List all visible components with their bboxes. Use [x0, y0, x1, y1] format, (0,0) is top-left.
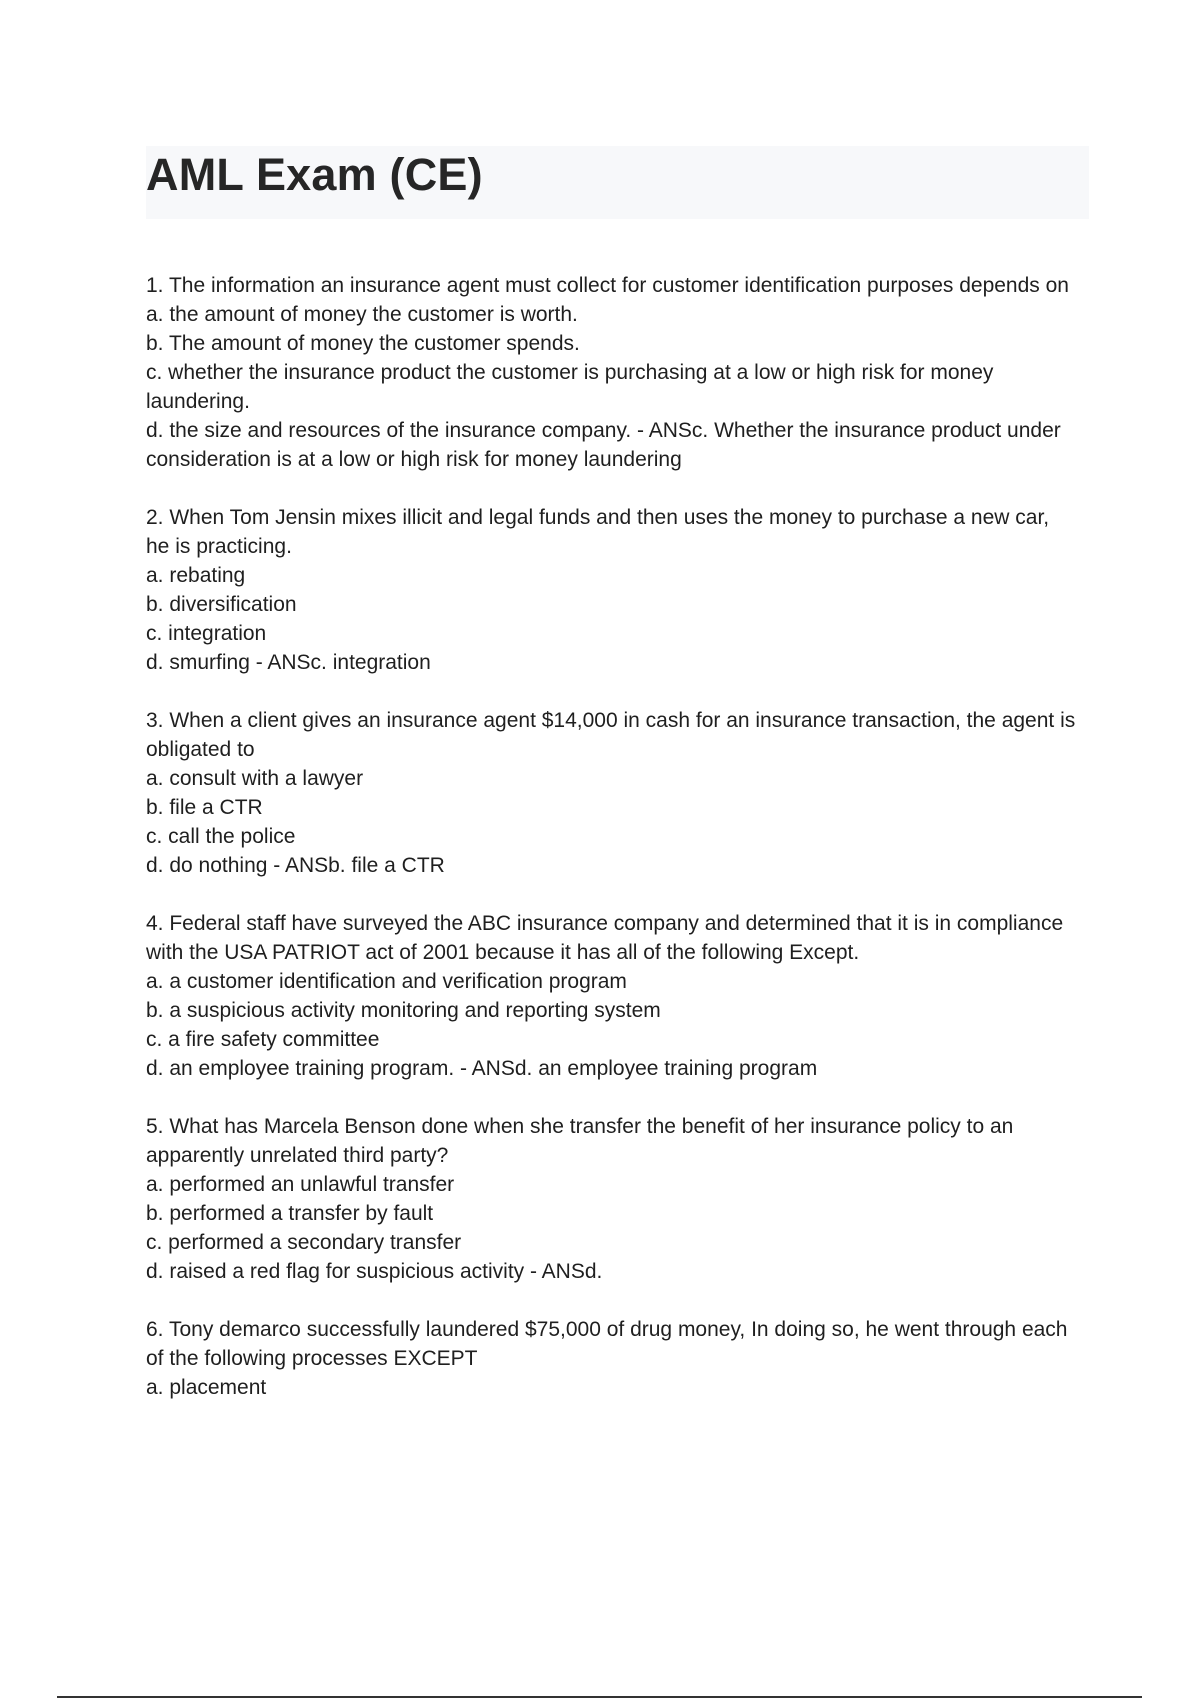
answer-option: a. placement: [146, 1376, 267, 1399]
answer-option: c. integration: [146, 622, 267, 645]
answer-option: b. performed a transfer by fault: [146, 1202, 434, 1225]
answer-option: a. performed an unlawful transfer: [146, 1173, 455, 1196]
page-title: AML Exam (CE): [146, 149, 483, 200]
answer-option: c. whether the insurance product the customer is purchasing at a low or high risk for money laundering.: [146, 361, 994, 413]
question-1: [146, 271, 1076, 474]
question-6: [146, 1315, 1076, 1402]
answer-option: b. file a CTR: [146, 796, 263, 819]
answer-option: c. a fire safety committee: [146, 1028, 380, 1051]
question-4: [146, 909, 1076, 1083]
question-5: [146, 1112, 1076, 1286]
answer-option: a. a customer identification and verification program: [146, 970, 627, 993]
question-list: [146, 271, 1076, 1431]
question-stem: 4. Federal staff have surveyed the ABC insurance company and determined that it is in compliance with the USA PATRIOT act of 2001 because it has all of the following Except.: [146, 912, 1064, 964]
answer-option: a. consult with a lawyer: [146, 767, 364, 790]
answer-option-with-answer-key: d. smurfing - ANSc. integration: [146, 651, 431, 674]
question-2: [146, 503, 1076, 677]
answer-option-with-answer-key: d. an employee training program. - ANSd. an employee training program: [146, 1057, 818, 1080]
answer-option: a. the amount of money the customer is worth.: [146, 303, 578, 326]
question-stem: 6. Tony demarco successfully laundered $75,000 of drug money, In doing so, he went through each of the following processes EXCEPT: [146, 1318, 1068, 1370]
question-stem: 2. When Tom Jensin mixes illicit and legal funds and then uses the money to purchase a new car, he is practicing.: [146, 506, 1050, 558]
answer-option: b. The amount of money the customer spends.: [146, 332, 580, 355]
answer-option: b. a suspicious activity monitoring and reporting system: [146, 999, 661, 1022]
question-stem: 3. When a client gives an insurance agent $14,000 in cash for an insurance transaction, the agent is obligated to: [146, 709, 1076, 761]
answer-option-with-answer-key: d. raised a red flag for suspicious activity - ANSd.: [146, 1260, 603, 1283]
footer-divider: [57, 1696, 1142, 1698]
answer-option: b. diversification: [146, 593, 297, 616]
answer-option: a. rebating: [146, 564, 246, 587]
answer-option: c. performed a secondary transfer: [146, 1231, 462, 1254]
answer-option: c. call the police: [146, 825, 296, 848]
question-stem: 5. What has Marcela Benson done when she transfer the benefit of her insurance policy to an apparently unrelated third party?: [146, 1115, 1014, 1167]
answer-option-with-answer-key: d. the size and resources of the insurance company. - ANSc. Whether the insurance product under consideration is at a low or high risk for money laundering: [146, 419, 1061, 471]
answer-option-with-answer-key: d. do nothing - ANSb. file a CTR: [146, 854, 445, 877]
question-3: [146, 706, 1076, 880]
question-stem: 1. The information an insurance agent must collect for customer identification purposes depends on: [146, 274, 1069, 297]
